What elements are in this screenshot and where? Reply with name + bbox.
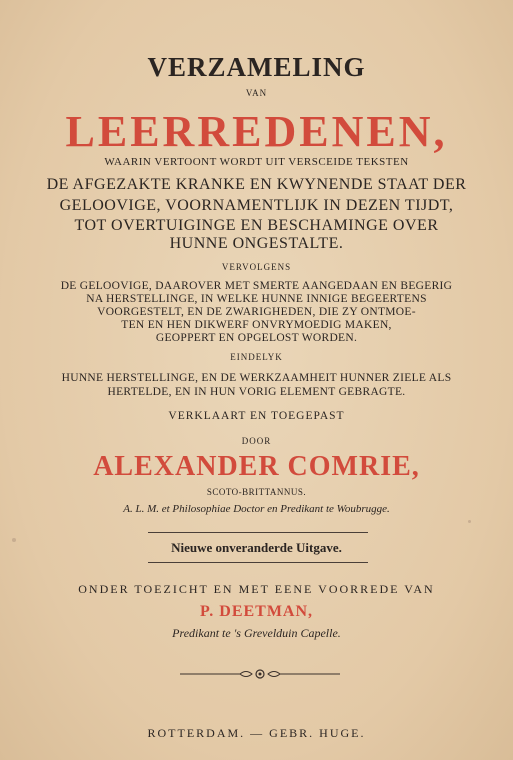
verklaart-label: VERKLAART EN TOEGEPAST — [168, 410, 345, 422]
editor-intro: ONDER TOEZICHT EN MET EENE VOORREDE VAN — [78, 582, 435, 596]
subtitle-block1-line: HUNNE ONGESTALTE. — [169, 235, 344, 252]
subtitle-block2-line: DE GELOOVIGE, DAAROVER MET SMERTE AANGEDAAN EN BEGERIG — [60, 280, 453, 292]
subtitle-block2-line: NA HERSTELLINGE, IN WELKE HUNNE INNIGE BEGEERTENS — [86, 293, 427, 305]
divider-top — [148, 532, 368, 533]
author-origin: SCOTO-BRITTANNUS. — [206, 487, 307, 497]
author-name: ALEXANDER COMRIE, — [93, 451, 420, 482]
door-label: DOOR — [241, 436, 272, 446]
divider-bottom — [148, 562, 368, 563]
subtitle-block1-line: TOT OVERTUIGINGE EN BESCHAMINGE OVER — [74, 217, 439, 234]
author-degree: A. L. M. et Philosophiae Doctor en Predikant te Woubrugge. — [123, 503, 390, 515]
editor-name: P. DEETMAN, — [199, 603, 314, 620]
subtitle-intro: WAARIN VERTOONT WORDT UIT VERSCEIDE TEKSTEN — [104, 156, 409, 168]
subtitle-block2-line: VOORGESTELT, EN DE ZWARIGHEDEN, DIE ZY ONTMOE- — [97, 306, 416, 318]
subtitle-block3-line: HUNNE HERSTELLINGE, EN DE WERKZAAMHEIT HUNNER ZIELE ALS — [61, 372, 452, 384]
ornament-divider — [180, 666, 340, 682]
paper-stain — [468, 520, 471, 523]
subtitle-block1-line: GELOOVIGE, VOORNAMENTLIJK IN DEZEN TIJDT, — [59, 197, 454, 214]
paper-stain — [12, 538, 16, 542]
subtitle-block2-line: TEN EN HEN DIKWERF ONVRYMOEDIG MAKEN, — [121, 319, 392, 331]
eindelyk-label: EINDELYK — [230, 352, 283, 362]
title-van: VAN — [245, 88, 268, 98]
subtitle-block2-line: GEOPPERT EN OPGELOST WORDEN. — [155, 332, 358, 344]
edition-note: Nieuwe onveranderde Uitgave. — [171, 540, 342, 555]
imprint: ROTTERDAM. — GEBR. HUGE. — [147, 726, 366, 740]
vervolgens-label: VERVOLGENS — [221, 262, 292, 272]
editor-title: Predikant te 's Grevelduin Capelle. — [172, 626, 341, 640]
title-line-1: VERZAMELING — [147, 52, 366, 82]
subtitle-block1-line: DE AFGEZAKTE KRANKE EN KWYNENDE STAAT DER — [46, 176, 467, 193]
main-title: LEERREDENEN, — [65, 107, 448, 156]
subtitle-block3-line: HERTELDE, EN IN HUN VORIG ELEMENT GEBRAGTE. — [107, 386, 406, 398]
